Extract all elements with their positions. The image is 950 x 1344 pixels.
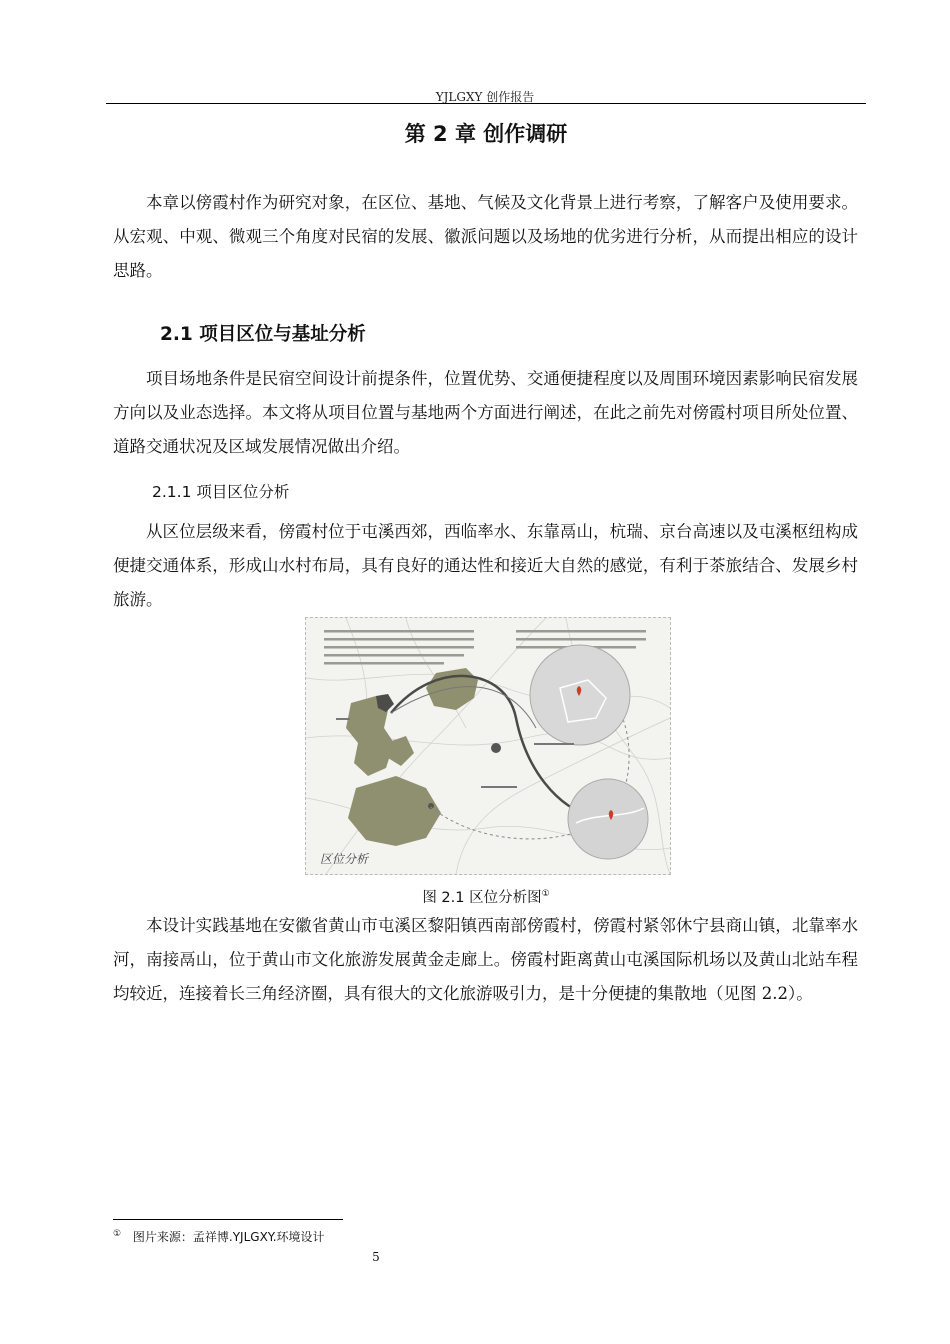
intro-paragraph: 本章以傍霞村作为研究对象，在区位、基地、气候及文化背景上进行考察，了解客户及使用要求。从宏观、中观、微观三个角度对民宿的发展、徽派问题以及场地的优劣进行分析，从而提出相应的设计思路。 <box>113 193 858 280</box>
footnote-text: 图片来源：孟祥博.YJLGXY.环境设计 <box>132 1230 325 1244</box>
chapter-title: 第 2 章 创作调研 <box>404 122 568 146</box>
figure-caption-text: 图 2.1 区位分析图 <box>422 890 542 906</box>
running-header: YJLGXY 创作报告 <box>435 90 535 104</box>
section-paragraph: 项目场地条件是民宿空间设计前提条件，位置优势、交通便捷程度以及周围环境因素影响民宿发展方向以及业态选择。本文将从项目位置与基地两个方面进行阐述，在此之前先对傍霞村项目所处位置、道路交通状况及区域发展情况做出介绍。 <box>113 369 858 456</box>
footnote-rule <box>113 1219 343 1220</box>
body-paragraph-2: 本设计实践基地在安徽省黄山市屯溪区黎阳镇西南部傍霞村，傍霞村紧邻休宁县商山镇，北靠率水河，南接鬲山，位于黄山市文化旅游发展黄金走廊上。傍霞村距离黄山屯溪国际机场以及黄山北站车程均较近，连接着长三角经济圈，具有很大的文化旅游吸引力，是十分便捷的集散地（见图 2.2）。 <box>113 916 858 1003</box>
footnote <box>113 1228 325 1245</box>
figure-caption <box>106 886 866 907</box>
section-title: 2.1 项目区位与基址分析 <box>160 324 366 345</box>
location-analysis-map <box>305 617 671 875</box>
header-rule <box>106 103 866 104</box>
subsection-title: 2.1.1 项目区位分析 <box>152 483 290 501</box>
footnote-mark: ① <box>113 1229 122 1239</box>
map-title-text: 区位分析 <box>320 852 369 866</box>
page-number: 5 <box>372 1250 380 1264</box>
figure-caption-mark: ① <box>541 889 550 900</box>
map-illustration <box>306 618 670 874</box>
subsection-paragraph: 从区位层级来看，傍霞村位于屯溪西郊，西临率水、东靠鬲山，杭瑞、京台高速以及屯溪枢纽构成便捷交通体系，形成山水村布局，具有良好的通达性和接近大自然的感觉，有利于茶旅结合、发展乡村旅游。 <box>113 522 858 609</box>
